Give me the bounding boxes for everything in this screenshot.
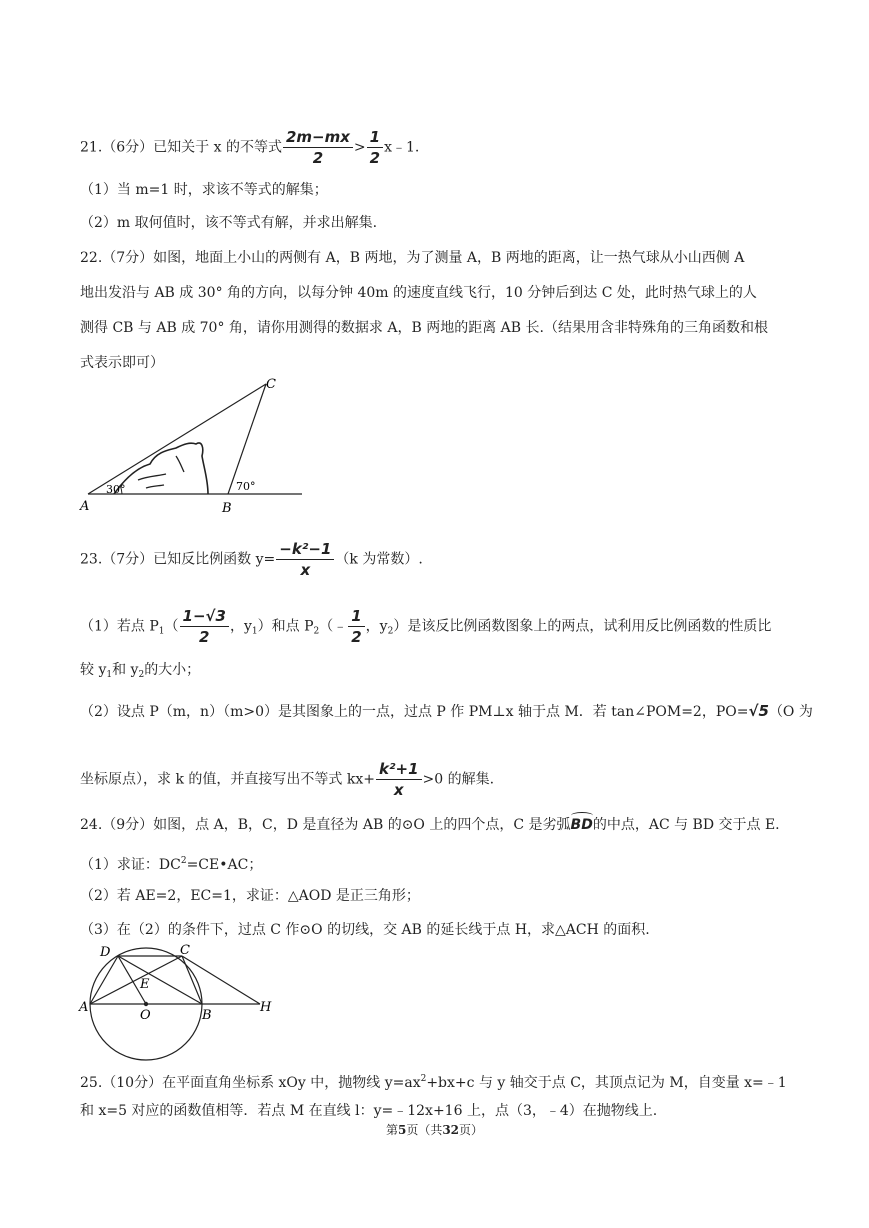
page-footer	[0, 1121, 869, 1138]
q23-p1-text-f: ，y	[365, 618, 388, 635]
q25-l1-a: 25.（10分）在平面直角坐标系 xOy 中，抛物线 y=ax	[80, 1075, 421, 1091]
q24-statement	[80, 815, 780, 835]
q22-mountain	[114, 443, 208, 494]
q21-fraction	[283, 128, 353, 167]
q21-part1: （1）当 m=1 时，求该不等式的解集；	[80, 182, 328, 198]
q23-p1-sub2: 1	[251, 626, 258, 637]
q24-p1-sup: 2	[180, 856, 187, 866]
q25-l1-b: +bx+c 与 y 轴交于点 C，其顶点记为 M，自变量 x=﹣1	[426, 1075, 787, 1091]
q23-p1-l2-c: 的大小；	[144, 662, 201, 678]
q22-angle-70: 70°	[236, 480, 256, 493]
q23-tail: （k 为常数）.	[335, 551, 423, 568]
q23-p1-sub1: 1	[158, 626, 165, 637]
q22-label-c: C	[266, 377, 276, 392]
q24-part1	[80, 851, 262, 875]
q24-label-b: B	[202, 1008, 212, 1023]
q22-figure	[76, 372, 306, 518]
q23-p1-sub3: 2	[313, 626, 320, 637]
q22-label-b: B	[222, 501, 232, 516]
q22-line3: 测得 CB 与 AB 成 70° 角，请你用测得的数据求 A，B 两地的距离 AB 长.（结果用含非特殊角的三角函数和根	[80, 320, 768, 336]
q24-label-d: D	[100, 945, 111, 960]
q23-part2-line2	[80, 760, 494, 799]
footer-text-a: 第	[385, 1123, 398, 1137]
q24-part2: （2）若 AE=2，EC=1，求证：△AOD 是正三角形；	[80, 888, 420, 904]
q21-half-num: 1	[367, 128, 383, 148]
q23-p1-sub4: 2	[387, 626, 394, 637]
q23-p1-l2-sub1: 1	[106, 670, 113, 680]
q23-p1-num1: 1−√3	[180, 607, 229, 627]
q23-p2-num: k²+1	[376, 760, 422, 780]
q25-line2: 和 x=5 对应的函数值相等．若点 M 在直线 l：y=﹣12x+16 上，点（3，﹣4）在抛物线上.	[80, 1103, 658, 1119]
q21-part2: （2）m 取何值时，该不等式有解，并求出解集.	[80, 215, 378, 231]
q23-p1-den1: 2	[199, 628, 210, 646]
q23-p1-l2-b: 和 y	[112, 662, 139, 678]
q23-p1-l2-sub2: 2	[138, 670, 145, 680]
q23-p2-fraction	[376, 760, 422, 799]
q24-label-e: E	[140, 977, 150, 992]
footer-page-number: 5	[397, 1123, 407, 1137]
q23-part1-line2	[80, 660, 200, 685]
q22-mountain-shading	[138, 456, 184, 488]
q24-head-a: 24.（9分）如图，点 A，B，C，D 是直径为 AB 的⊙O 上的四个点，C 是劣弧	[80, 817, 571, 833]
q23-p2-text-a: （2）设点 P（m，n）（m>0）是其图象上的一点，过点 P 作 PM⊥x 轴于点 M．若 tan∠POM=2，PO=	[80, 704, 749, 720]
q21-frac-num: 2m−mx	[283, 128, 353, 148]
q23-p1-den2: 2	[351, 628, 362, 646]
q22-line4: 式表示即可）	[80, 355, 164, 371]
q23-frac-num: −k²−1	[276, 540, 334, 560]
q23-p2-l2-b: >0 的解集.	[422, 771, 495, 788]
q22-line2: 地出发沿与 AB 成 30° 角的方向，以每分钟 40m 的速度直线飞行，10 分钟后到达 C 处，此时热气球上的人	[80, 285, 757, 301]
q23-part2-line1	[80, 701, 813, 722]
q23-frac-den: x	[300, 561, 311, 579]
q23-p1-fraction1	[180, 607, 229, 646]
q23-statement	[80, 540, 423, 579]
q24-label-c: C	[180, 943, 190, 958]
q24-p1-b: =CE•AC；	[186, 857, 263, 873]
q23-part1-line1	[80, 607, 771, 646]
q21-half-den: 2	[369, 149, 381, 167]
q23-p1-text-c: ，y	[229, 618, 252, 635]
q23-p2-text-b: （O 为	[768, 704, 813, 720]
q24-line-db	[118, 956, 202, 1004]
q24-head-b: 的中点，AC 与 BD 交于点 E.	[592, 817, 780, 833]
q22-angle-30: 30°	[106, 483, 126, 496]
q24-label-h: H	[260, 1000, 272, 1015]
q24-line-ch	[182, 956, 260, 1004]
footer-text-b: 页（共	[406, 1123, 443, 1137]
q21-head: 21.（6分）已知关于 x 的不等式	[80, 139, 282, 156]
q22-line-cb	[228, 384, 266, 494]
q24-arc-bd: BD	[570, 817, 593, 833]
q21-frac-den: 2	[312, 149, 324, 167]
q23-p1-fraction2	[348, 607, 364, 646]
q23-p2-sqrt: √5	[748, 702, 769, 720]
q24-figure	[76, 942, 276, 1066]
q24-p1-a: （1）求证：DC	[80, 857, 181, 873]
q24-label-a: A	[79, 1000, 89, 1015]
q23-p1-text-a: （1）若点 P	[80, 618, 159, 635]
q23-p2-l2-a: 坐标原点），求 k 的值，并直接写出不等式 kx+	[80, 771, 375, 788]
q23-p1-text-d: ）和点 P	[257, 618, 314, 635]
q21-gt: >	[353, 139, 366, 156]
footer-text-c: 页）	[459, 1123, 484, 1137]
q24-center-dot	[144, 1002, 148, 1006]
q23-p1-text-g: ）是该反比例函数图象上的两点，试利用反比例函数的性质比	[393, 618, 772, 635]
footer-total-pages: 32	[442, 1123, 460, 1137]
q23-p1-l2-a: 较 y	[80, 662, 107, 678]
q23-head: 23.（7分）已知反比例函数 y=	[80, 551, 276, 568]
q22-line-ac	[88, 384, 266, 494]
q21-statement	[80, 128, 419, 167]
q25-line1	[80, 1069, 787, 1093]
q24-label-o: O	[140, 1008, 151, 1023]
q23-p1-text-b: （	[164, 618, 179, 635]
q23-p1-text-e: （﹣	[319, 618, 348, 635]
q22-label-a: A	[80, 499, 90, 514]
q24-line-cb	[182, 956, 202, 1004]
q22-line1: 22.（7分）如图，地面上小山的两侧有 A，B 两地，为了测量 A，B 两地的距离，让一热气球从小山西侧 A	[80, 250, 745, 266]
q23-p2-den: x	[393, 781, 404, 799]
q23-fraction	[276, 540, 334, 579]
q24-part3: （3）在（2）的条件下，过点 C 作⊙O 的切线，交 AB 的延长线于点 H，求△ACH 的面积.	[80, 922, 650, 938]
q23-p1-num2: 1	[348, 607, 364, 627]
q25-l1-sup: 2	[420, 1074, 427, 1084]
q21-half	[367, 128, 383, 167]
q21-tail: x﹣1.	[384, 139, 420, 156]
